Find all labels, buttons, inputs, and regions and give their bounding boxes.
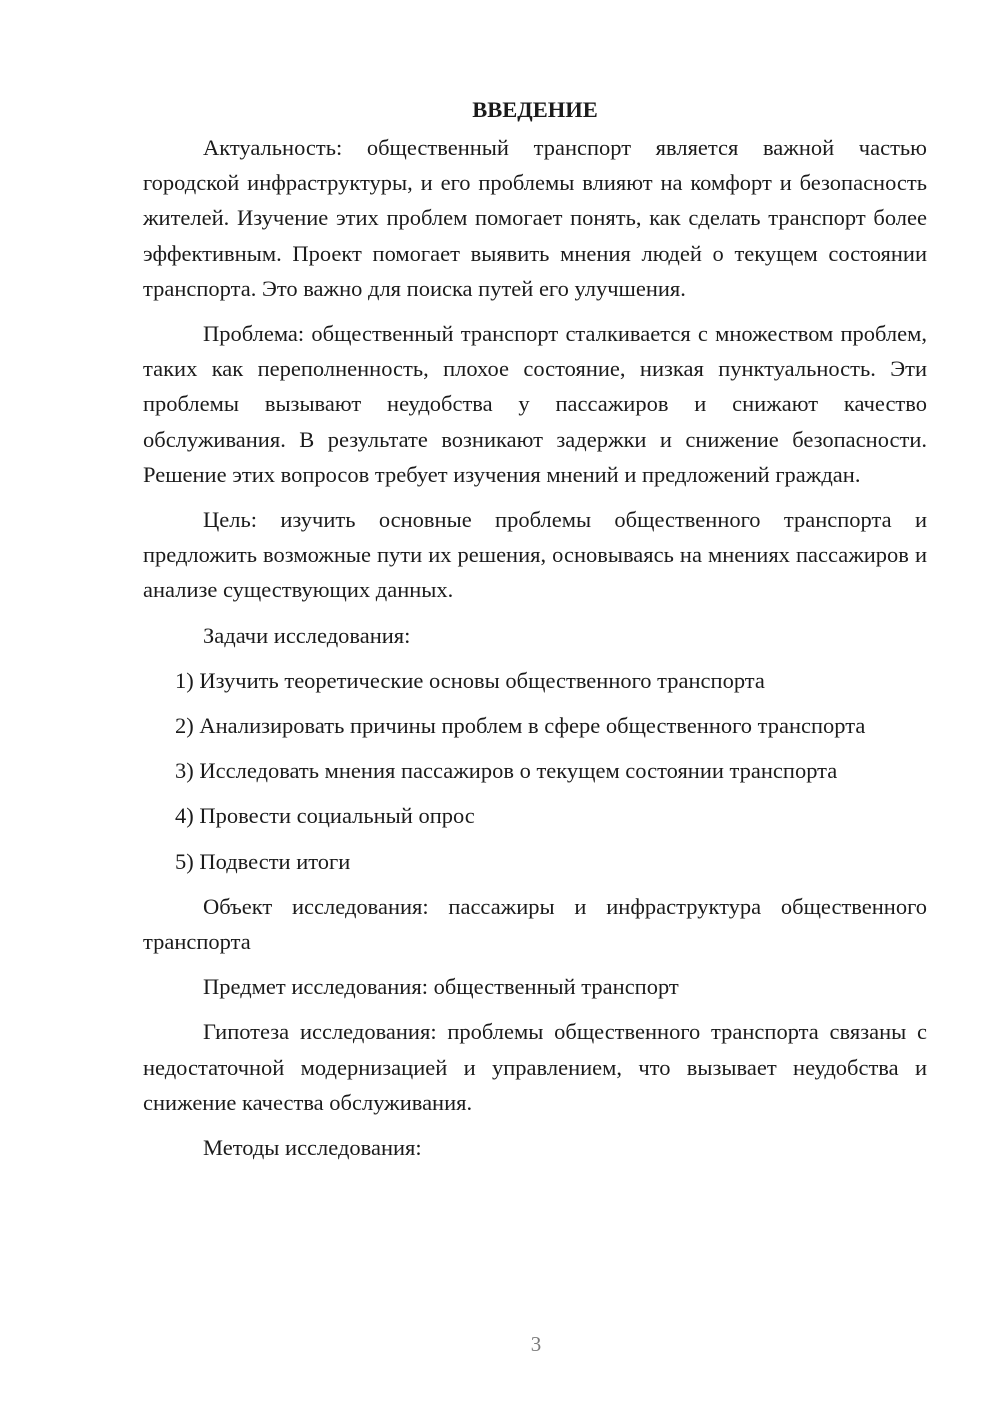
paragraph-tasks-heading: Задачи исследования: (203, 622, 411, 648)
paragraph-subject: Предмет исследования: общественный транспорт (203, 974, 679, 1000)
task-item-1: 1) Изучить теоретические основы общественного транспорта (175, 667, 765, 693)
task-item-4: 4) Провести социальный опрос (175, 803, 475, 829)
page-number: 3 (530, 1332, 542, 1356)
paragraph-relevance: Актуальность: общественный транспорт является важной частью городской инфраструктуры, и его проблемы влияют на комфорт и безопасность жителей. Изучение этих проблем помогает понять, как сделать транспорт более эффективным. Проект помогает выявить мнения людей о текущем состоянии транспорта. Это важно для поиска путей его улучшения. (143, 135, 927, 301)
paragraph-methods: Методы исследования: (203, 1135, 422, 1161)
paragraph-hypothesis: Гипотеза исследования: проблемы общественного транспорта связаны с недостаточной модернизацией и управлением, что вызывает неудобства и снижение качества обслуживания. (143, 1019, 927, 1115)
paragraph-problem: Проблема: общественный транспорт сталкивается с множеством проблем, таких как переполненность, плохое состояние, низкая пунктуальность. Эти проблемы вызывают неудобства у пассажиров и снижают качество обслуживания. В результате возникают задержки и снижение безопасности. Решение этих вопросов требует изучения мнений и предложений граждан. (143, 321, 927, 487)
task-item-2: 2) Анализировать причины проблем в сфере общественного транспорта (175, 713, 866, 739)
paragraph-object: Объект исследования: пассажиры и инфраструктура общественного транспорта (143, 893, 927, 955)
task-item-5: 5) Подвести итоги (175, 848, 351, 874)
paragraph-goal: Цель: изучить основные проблемы общественного транспорта и предложить возможные пути их решения, основываясь на мнениях пассажиров и анализе существующих данных. (143, 507, 927, 603)
task-item-3: 3) Исследовать мнения пассажиров о текущем состоянии транспорта (175, 758, 838, 784)
document-page (143, 95, 927, 1175)
section-title: ВВЕДЕНИЕ (472, 97, 598, 122)
